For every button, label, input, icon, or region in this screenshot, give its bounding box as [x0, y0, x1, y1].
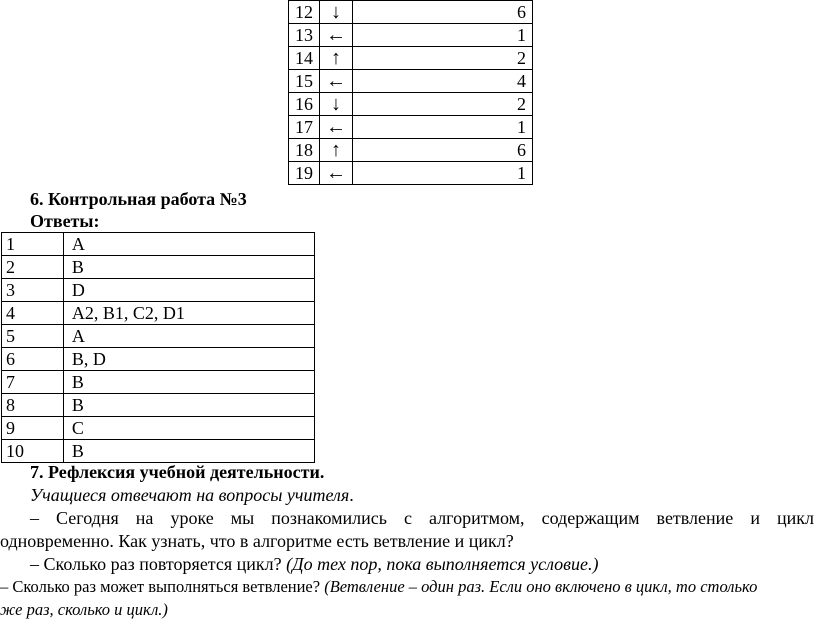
- cell-value: 1: [353, 24, 533, 47]
- cell-value: 6: [353, 139, 533, 162]
- cell-number: 15: [289, 70, 320, 93]
- cell-value: 2: [353, 47, 533, 70]
- section-7-title: 7. Рефлексия учебной деятельности.: [30, 462, 325, 482]
- answer-value: A: [63, 233, 314, 256]
- answers-table: [1, 232, 315, 463]
- cell-value: 1: [353, 162, 533, 185]
- cell-number: 12: [289, 1, 320, 24]
- answer-value: C: [63, 417, 314, 440]
- cell-number: 18: [289, 139, 320, 162]
- cell-value: 1: [353, 116, 533, 139]
- paragraph-1-line-2: одновременно. Как узнать, что в алгоритме есть ветвление и цикл?: [0, 531, 514, 551]
- question-number: 7: [2, 371, 64, 394]
- answer-value: A: [63, 325, 314, 348]
- answer-value: D: [63, 279, 314, 302]
- answer-value: B: [63, 394, 314, 417]
- arrow-left-icon: ←: [320, 162, 353, 185]
- question-text: – Сколько раз может выполняться ветвление?: [0, 577, 321, 596]
- table-row: [2, 302, 315, 325]
- paragraph-2: [30, 553, 598, 575]
- table-row: [289, 162, 533, 185]
- table-row: [289, 1, 533, 24]
- answer-text: (До тех пор, пока выполняется условие.): [286, 554, 599, 574]
- intro-dot: .: [349, 485, 354, 505]
- arrow-table: [288, 0, 533, 185]
- table-row: [289, 139, 533, 162]
- arrow-up-icon: ↑: [320, 47, 353, 70]
- answer-value: B: [63, 371, 314, 394]
- answer-text: (Ветвление – один раз. Если оно включено в цикл, то столько: [324, 577, 758, 596]
- table-row: [289, 93, 533, 116]
- table-row: [2, 417, 315, 440]
- paragraph-1-line-1: – Сегодня на уроке мы познакомились с алгоритмом, содержащим ветвление и цикл: [30, 508, 814, 528]
- arrow-left-icon: ←: [320, 116, 353, 139]
- answer-value: B: [63, 256, 314, 279]
- arrow-left-icon: ←: [320, 24, 353, 47]
- question-number: 5: [2, 325, 64, 348]
- table-row: [289, 47, 533, 70]
- answer-value: B: [63, 440, 314, 463]
- cell-number: 16: [289, 93, 320, 116]
- table-row: [2, 348, 315, 371]
- answer-value: B, D: [63, 348, 314, 371]
- table-row: [2, 233, 315, 256]
- cell-value: 2: [353, 93, 533, 116]
- arrow-left-icon: ←: [320, 70, 353, 93]
- table-row: [2, 440, 315, 463]
- table-row: [2, 371, 315, 394]
- table-row: [2, 394, 315, 417]
- answers-heading: Ответы:: [30, 211, 100, 231]
- cell-number: 13: [289, 24, 320, 47]
- arrow-down-icon: ↓: [320, 93, 353, 116]
- table-row: [289, 116, 533, 139]
- arrow-up-icon: ↑: [320, 139, 353, 162]
- table-row: [2, 279, 315, 302]
- cell-number: 19: [289, 162, 320, 185]
- table-row: [2, 256, 315, 279]
- table-row: [289, 24, 533, 47]
- question-number: 9: [2, 417, 64, 440]
- cell-number: 17: [289, 116, 320, 139]
- section-7-intro: [30, 484, 354, 506]
- paragraph-3-line-1: [0, 576, 757, 598]
- answer-value: A2, B1, C2, D1: [63, 302, 314, 325]
- paragraph-3-line-2: же раз, сколько и цикл.): [0, 600, 168, 619]
- cell-value: 4: [353, 70, 533, 93]
- table-row: [2, 325, 315, 348]
- table-row: [289, 70, 533, 93]
- section-6-title: 6. Контрольная работа №3: [30, 189, 247, 209]
- question-number: 4: [2, 302, 64, 325]
- question-number: 1: [2, 233, 64, 256]
- cell-number: 14: [289, 47, 320, 70]
- question-number: 10: [2, 440, 64, 463]
- question-number: 8: [2, 394, 64, 417]
- arrow-down-icon: ↓: [320, 1, 353, 24]
- question-number: 2: [2, 256, 64, 279]
- question-number: 6: [2, 348, 64, 371]
- question-text: – Сколько раз повторяется цикл?: [30, 554, 282, 574]
- cell-value: 6: [353, 1, 533, 24]
- question-number: 3: [2, 279, 64, 302]
- intro-text: Учащиеся отвечают на вопросы учителя: [30, 485, 350, 505]
